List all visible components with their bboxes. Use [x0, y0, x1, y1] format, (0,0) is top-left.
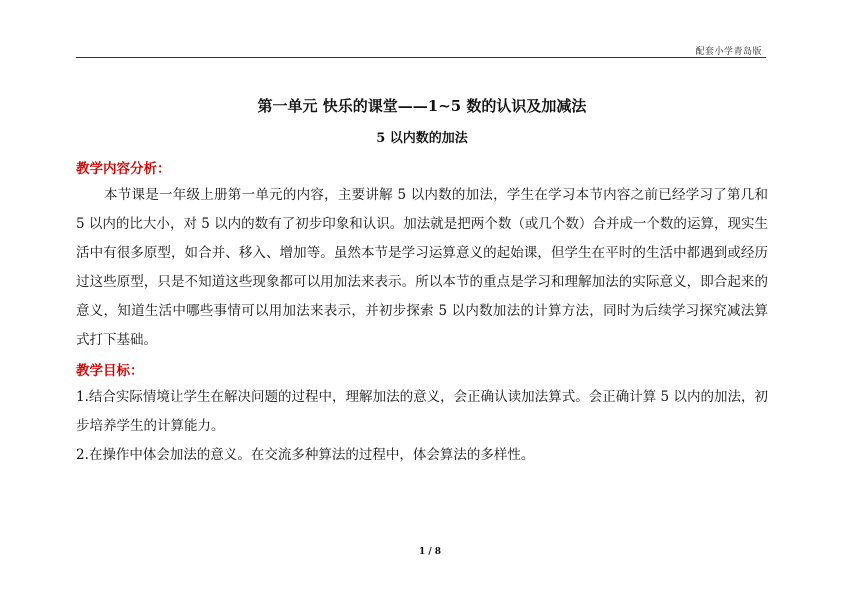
header-rule — [76, 57, 766, 58]
goal-item-2: 2.在操作中体会加法的意义。在交流多种算法的过程中，体会算法的多样性。 — [76, 447, 535, 463]
page-content — [76, 95, 768, 470]
goal-item-1: 1.结合实际情境让学生在解决问题的过程中，理解加法的意义，会正确认读加法算式。会正确计算 5 以内的加法，初步培养学生的计算能力。 — [76, 389, 768, 434]
page-header-label: 配套小学青岛版 — [695, 47, 762, 57]
goals-heading: 教学目标： — [76, 363, 144, 379]
analysis-heading: 教学内容分析： — [76, 161, 171, 177]
analysis-paragraph: 本节课是一年级上册第一单元的内容，主要讲解 5 以内数的加法，学生在学习本节内容之前已经学习了第几和 5 以内的比大小，对 5 以内的数有了初步印象和认识。加法就是把两个数（或几个数）合并成一个数的运算，现实生活中有很多原型，如合并、移入、增加等。虽然本节是学习运算意义的起始课，但学生在平时的生活中都遇到或经历过这些原型，只是不知道这些现象都可以用加法来表示。所以本节的重点是学习和理解加法的实际意义，即合起来的意义，知道生活中哪些事情可以用加法来表示，并初步探索 5 以内数加法的计算方法，同时为后续学习探究减法算式打下基础。 — [76, 187, 768, 348]
page-number: 1 / 8 — [418, 547, 442, 557]
document-title: 第一单元 快乐的课堂——1~5 数的认识及加减法 — [257, 97, 587, 115]
document-subtitle: 5 以内数的加法 — [376, 131, 468, 146]
